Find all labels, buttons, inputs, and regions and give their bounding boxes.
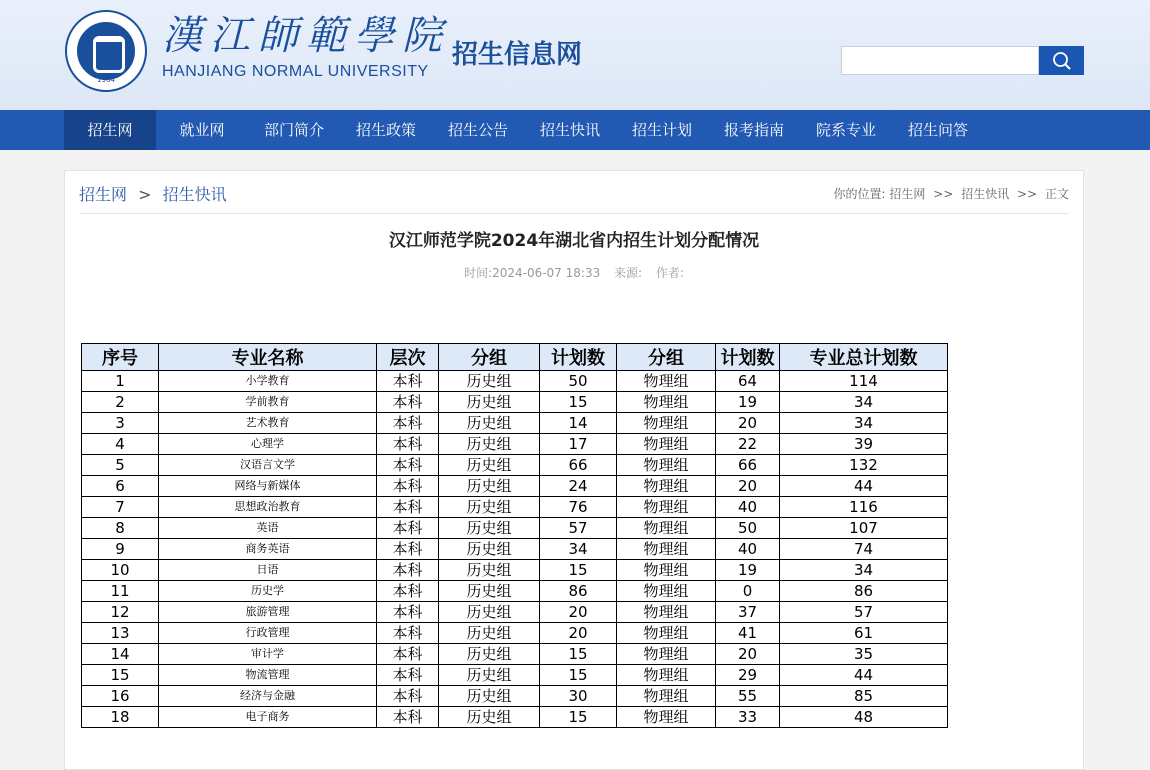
table-cell: 30 bbox=[540, 686, 617, 707]
table-cell: 艺术教育 bbox=[159, 413, 377, 434]
location-separator: >> bbox=[933, 187, 954, 201]
table-cell: 历史组 bbox=[439, 602, 540, 623]
table-cell: 本科 bbox=[377, 539, 439, 560]
university-chinese-name: 漢江師範學院 bbox=[162, 13, 450, 59]
table-cell: 34 bbox=[540, 539, 617, 560]
table-cell: 4 bbox=[82, 434, 159, 455]
article-author: 作者: bbox=[655, 266, 684, 280]
table-cell: 本科 bbox=[377, 476, 439, 497]
table-cell: 历史组 bbox=[439, 518, 540, 539]
table-cell: 历史组 bbox=[439, 686, 540, 707]
table-cell: 44 bbox=[780, 665, 948, 686]
table-row bbox=[82, 581, 948, 602]
table-cell: 50 bbox=[540, 371, 617, 392]
table-cell: 55 bbox=[716, 686, 780, 707]
table-cell: 15 bbox=[540, 644, 617, 665]
table-cell: 本科 bbox=[377, 413, 439, 434]
table-cell: 物理组 bbox=[617, 602, 716, 623]
site-name: 招生信息网 bbox=[452, 40, 583, 70]
table-cell: 40 bbox=[716, 539, 780, 560]
table-cell: 历史组 bbox=[439, 560, 540, 581]
article-meta bbox=[65, 264, 1083, 281]
table-cell: 物理组 bbox=[617, 623, 716, 644]
table-cell: 历史组 bbox=[439, 707, 540, 728]
table-cell: 64 bbox=[716, 371, 780, 392]
table-cell: 学前教育 bbox=[159, 392, 377, 413]
table-row bbox=[82, 560, 948, 581]
table-cell: 15 bbox=[540, 665, 617, 686]
table-cell: 经济与金融 bbox=[159, 686, 377, 707]
table-cell: 16 bbox=[82, 686, 159, 707]
column-header: 计划数 bbox=[540, 344, 617, 371]
table-cell: 86 bbox=[540, 581, 617, 602]
table-cell: 37 bbox=[716, 602, 780, 623]
table-cell: 34 bbox=[780, 413, 948, 434]
nav-item[interactable]: 招生问答 bbox=[907, 121, 968, 139]
column-header: 专业总计划数 bbox=[780, 344, 948, 371]
table-cell: 汉语言文学 bbox=[159, 455, 377, 476]
table-cell: 本科 bbox=[377, 371, 439, 392]
nav-item[interactable]: 招生政策 bbox=[355, 121, 416, 139]
table-cell: 76 bbox=[540, 497, 617, 518]
table-cell: 48 bbox=[780, 707, 948, 728]
column-header: 专业名称 bbox=[159, 344, 377, 371]
article-panel bbox=[64, 170, 1084, 770]
table-row bbox=[82, 707, 948, 728]
table-cell: 19 bbox=[716, 392, 780, 413]
table-cell: 15 bbox=[540, 707, 617, 728]
table-cell: 34 bbox=[780, 560, 948, 581]
table-cell: 物理组 bbox=[617, 371, 716, 392]
column-header: 计划数 bbox=[716, 344, 780, 371]
table-cell: 6 bbox=[82, 476, 159, 497]
table-cell: 商务英语 bbox=[159, 539, 377, 560]
table-cell: 0 bbox=[716, 581, 780, 602]
search-button[interactable] bbox=[1039, 46, 1084, 75]
breadcrumb-home-link[interactable]: 招生网 bbox=[79, 185, 128, 204]
table-cell: 66 bbox=[540, 455, 617, 476]
table-cell: 本科 bbox=[377, 518, 439, 539]
table-cell: 本科 bbox=[377, 644, 439, 665]
table-cell: 132 bbox=[780, 455, 948, 476]
table-cell: 物理组 bbox=[617, 581, 716, 602]
table-cell: 114 bbox=[780, 371, 948, 392]
table-cell: 86 bbox=[780, 581, 948, 602]
breadcrumb-separator: > bbox=[138, 185, 152, 204]
table-cell: 历史组 bbox=[439, 434, 540, 455]
table-cell: 35 bbox=[780, 644, 948, 665]
table-row bbox=[82, 413, 948, 434]
table-row bbox=[82, 665, 948, 686]
article-title: 汉江师范学院2024年湖北省内招生计划分配情况 bbox=[388, 231, 760, 251]
table-cell: 116 bbox=[780, 497, 948, 518]
nav-item[interactable]: 院系专业 bbox=[815, 121, 876, 139]
table-cell: 物理组 bbox=[617, 476, 716, 497]
table-cell: 29 bbox=[716, 665, 780, 686]
logo-emblem-icon bbox=[77, 22, 135, 80]
table-row bbox=[82, 644, 948, 665]
table-cell: 历史组 bbox=[439, 581, 540, 602]
table-cell: 本科 bbox=[377, 581, 439, 602]
table-row bbox=[82, 602, 948, 623]
table-cell: 本科 bbox=[377, 665, 439, 686]
location-current: 正文 bbox=[1044, 187, 1069, 201]
location-separator: >> bbox=[1017, 187, 1038, 201]
table-cell: 50 bbox=[716, 518, 780, 539]
column-header: 分组 bbox=[439, 344, 540, 371]
table-cell: 英语 bbox=[159, 518, 377, 539]
table-cell: 20 bbox=[716, 413, 780, 434]
table-cell: 历史组 bbox=[439, 371, 540, 392]
table-cell: 10 bbox=[82, 560, 159, 581]
table-cell: 15 bbox=[82, 665, 159, 686]
table-cell: 61 bbox=[780, 623, 948, 644]
table-cell: 物理组 bbox=[617, 539, 716, 560]
main-nav bbox=[0, 110, 1150, 150]
table-cell: 20 bbox=[716, 644, 780, 665]
nav-item[interactable]: 部门简介 bbox=[263, 121, 324, 139]
table-cell: 1 bbox=[82, 371, 159, 392]
table-cell: 44 bbox=[780, 476, 948, 497]
table-cell: 心理学 bbox=[159, 434, 377, 455]
table-cell: 旅游管理 bbox=[159, 602, 377, 623]
table-cell: 历史组 bbox=[439, 392, 540, 413]
table-cell: 20 bbox=[540, 623, 617, 644]
table-cell: 18 bbox=[82, 707, 159, 728]
table-cell: 74 bbox=[780, 539, 948, 560]
table-cell: 22 bbox=[716, 434, 780, 455]
table-row bbox=[82, 497, 948, 518]
table-cell: 物理组 bbox=[617, 644, 716, 665]
table-cell: 审计学 bbox=[159, 644, 377, 665]
table-cell: 14 bbox=[540, 413, 617, 434]
university-logo[interactable] bbox=[65, 10, 147, 92]
table-cell: 13 bbox=[82, 623, 159, 644]
table-cell: 8 bbox=[82, 518, 159, 539]
table-cell: 物理组 bbox=[617, 434, 716, 455]
table-cell: 历史组 bbox=[439, 497, 540, 518]
site-header bbox=[0, 0, 1150, 110]
table-cell: 物流管理 bbox=[159, 665, 377, 686]
table-cell: 历史组 bbox=[439, 665, 540, 686]
table-cell: 物理组 bbox=[617, 455, 716, 476]
column-header: 层次 bbox=[377, 344, 439, 371]
table-cell: 15 bbox=[540, 392, 617, 413]
table-row bbox=[82, 539, 948, 560]
nav-item[interactable]: 招生网 bbox=[64, 110, 156, 150]
logo-year: 1904 bbox=[97, 76, 115, 84]
table-cell: 物理组 bbox=[617, 665, 716, 686]
table-row bbox=[82, 434, 948, 455]
table-row bbox=[82, 686, 948, 707]
table-cell: 本科 bbox=[377, 686, 439, 707]
table-cell: 57 bbox=[780, 602, 948, 623]
table-cell: 本科 bbox=[377, 560, 439, 581]
table-cell: 本科 bbox=[377, 497, 439, 518]
table-cell: 物理组 bbox=[617, 392, 716, 413]
table-cell: 5 bbox=[82, 455, 159, 476]
table-cell: 网络与新媒体 bbox=[159, 476, 377, 497]
article-time: 时间:2024-06-07 18:33 bbox=[464, 266, 601, 280]
table-cell: 思想政治教育 bbox=[159, 497, 377, 518]
breadcrumb-news-link[interactable]: 招生快讯 bbox=[162, 185, 227, 204]
table-cell: 2 bbox=[82, 392, 159, 413]
table-cell: 历史学 bbox=[159, 581, 377, 602]
university-english-name: HANJIANG NORMAL UNIVERSITY bbox=[162, 63, 429, 80]
table-row bbox=[82, 455, 948, 476]
column-header: 分组 bbox=[617, 344, 716, 371]
nav-item[interactable]: 就业网 bbox=[179, 121, 225, 139]
table-cell: 66 bbox=[716, 455, 780, 476]
table-cell: 物理组 bbox=[617, 497, 716, 518]
table-cell: 行政管理 bbox=[159, 623, 377, 644]
table-cell: 物理组 bbox=[617, 686, 716, 707]
table-cell: 本科 bbox=[377, 707, 439, 728]
table-row bbox=[82, 623, 948, 644]
search-icon bbox=[1052, 51, 1072, 71]
breadcrumb-bar bbox=[79, 171, 1069, 214]
location-home-link[interactable]: 招生网 bbox=[889, 187, 926, 201]
table-cell: 41 bbox=[716, 623, 780, 644]
table-cell: 57 bbox=[540, 518, 617, 539]
search-input[interactable] bbox=[841, 46, 1039, 75]
table-cell: 日语 bbox=[159, 560, 377, 581]
enrollment-plan-table bbox=[81, 343, 948, 728]
breadcrumb bbox=[79, 182, 227, 205]
table-cell: 107 bbox=[780, 518, 948, 539]
table-row bbox=[82, 392, 948, 413]
table-cell: 本科 bbox=[377, 434, 439, 455]
table-cell: 历史组 bbox=[439, 455, 540, 476]
table-cell: 20 bbox=[716, 476, 780, 497]
table-cell: 12 bbox=[82, 602, 159, 623]
table-row bbox=[82, 518, 948, 539]
table-cell: 小学教育 bbox=[159, 371, 377, 392]
table-cell: 历史组 bbox=[439, 476, 540, 497]
table-cell: 历史组 bbox=[439, 623, 540, 644]
table-cell: 7 bbox=[82, 497, 159, 518]
table-cell: 物理组 bbox=[617, 413, 716, 434]
table-cell: 39 bbox=[780, 434, 948, 455]
table-cell: 本科 bbox=[377, 455, 439, 476]
table-cell: 17 bbox=[540, 434, 617, 455]
nav-item[interactable]: 招生公告 bbox=[447, 121, 508, 139]
location-breadcrumb bbox=[834, 185, 1069, 202]
nav-item[interactable]: 招生计划 bbox=[631, 121, 692, 139]
location-label: 你的位置: bbox=[833, 187, 886, 201]
table-header-row bbox=[82, 344, 948, 371]
table-cell: 历史组 bbox=[439, 413, 540, 434]
table-row bbox=[82, 371, 948, 392]
article-source: 来源: bbox=[614, 266, 643, 280]
table-cell: 本科 bbox=[377, 602, 439, 623]
table-cell: 本科 bbox=[377, 623, 439, 644]
table-cell: 24 bbox=[540, 476, 617, 497]
table-cell: 14 bbox=[82, 644, 159, 665]
table-cell: 历史组 bbox=[439, 539, 540, 560]
table-row bbox=[82, 476, 948, 497]
table-cell: 物理组 bbox=[617, 560, 716, 581]
table-cell: 34 bbox=[780, 392, 948, 413]
table-cell: 85 bbox=[780, 686, 948, 707]
table-cell: 3 bbox=[82, 413, 159, 434]
table-cell: 33 bbox=[716, 707, 780, 728]
location-news-link[interactable]: 招生快讯 bbox=[961, 187, 1010, 201]
column-header: 序号 bbox=[82, 344, 159, 371]
table-cell: 11 bbox=[82, 581, 159, 602]
table-cell: 电子商务 bbox=[159, 707, 377, 728]
table-cell: 物理组 bbox=[617, 518, 716, 539]
nav-item[interactable]: 招生快讯 bbox=[539, 121, 600, 139]
table-cell: 40 bbox=[716, 497, 780, 518]
table-cell: 20 bbox=[540, 602, 617, 623]
table-cell: 本科 bbox=[377, 392, 439, 413]
nav-item[interactable]: 报考指南 bbox=[723, 121, 784, 139]
table-cell: 历史组 bbox=[439, 644, 540, 665]
table-cell: 9 bbox=[82, 539, 159, 560]
table-cell: 15 bbox=[540, 560, 617, 581]
table-cell: 物理组 bbox=[617, 707, 716, 728]
table-cell: 19 bbox=[716, 560, 780, 581]
